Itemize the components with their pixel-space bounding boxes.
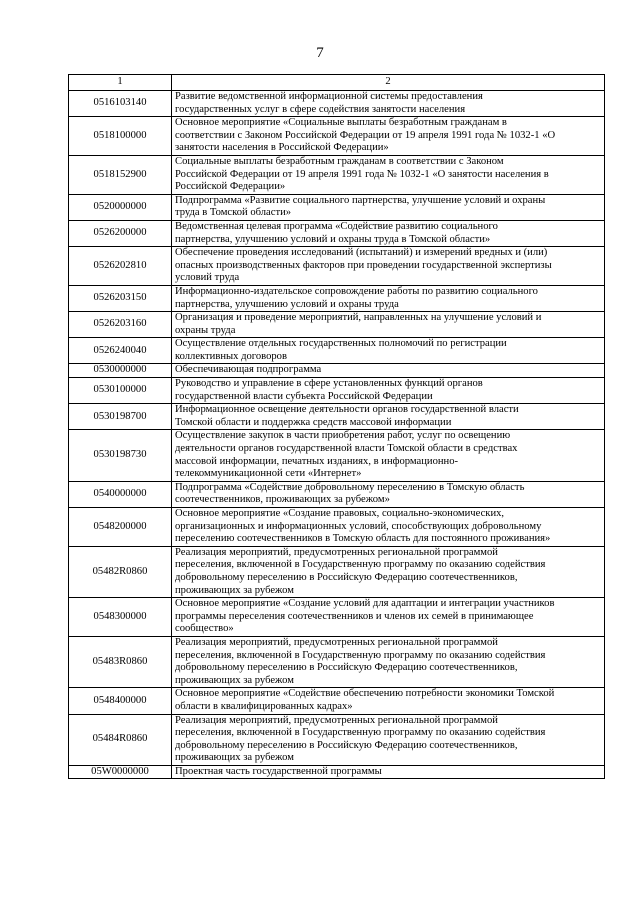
table-header-row [69,75,605,91]
item-name-line: переселения, включенной в Государственную программу по оказанию содействия [175,727,546,739]
budget-classification-table [68,74,605,779]
table-row [69,765,605,779]
table-row [69,117,605,156]
item-name-line: области в квалифицированных кадрах» [175,700,353,712]
item-name-line: Проектная часть государственной программы [175,765,382,777]
item-name-line: переселения, включенной в Государственную программу по оказанию содействия [175,649,546,661]
item-name-cell [172,91,605,117]
table-row [69,688,605,714]
item-name-line: Основное мероприятие «Содействие обеспечению потребности экономики Томской [175,688,555,700]
budget-code-cell: 0518152900 [69,155,172,194]
budget-code-cell: 0526203160 [69,312,172,338]
budget-code-cell: 05483R0860 [69,636,172,687]
item-name-line: Ведомственная целевая программа «Содействие развитию социального [175,220,498,232]
item-name-cell [172,378,605,404]
table-row [69,481,605,507]
item-name-line: Социальные выплаты безработным гражданам в соответствии с Законом [175,155,504,167]
table-row [69,91,605,117]
item-name-line: соотечественников, проживающих за рубежом» [175,494,390,506]
item-name-line: условий труда [175,272,240,284]
item-name-cell [172,312,605,338]
table-row [69,155,605,194]
item-name-line: Организация и проведение мероприятий, направленных на улучшение условий и [175,312,542,324]
item-name-line: массовой информации, печатных изданиях, в информационно- [175,455,459,467]
item-name-line: Осуществление закупок в части приобретения работ, услуг по освещению [175,430,511,442]
column-header-name: 2 [172,75,605,91]
table-row [69,378,605,404]
item-name-line: проживающих за рубежом [175,674,294,686]
item-name-line: коллективных договоров [175,350,287,362]
item-name-line: Подпрограмма «Развитие социального партнерства, улучшение условий и охраны [175,194,546,206]
item-name-cell [172,636,605,687]
budget-code-cell: 0526200000 [69,220,172,246]
budget-code-cell: 0530100000 [69,378,172,404]
item-name-line: Осуществление отдельных государственных полномочий по регистрации [175,338,507,350]
table-row [69,312,605,338]
item-name-line: государственной власти субъекта Российской Федерации [175,390,433,402]
budget-code-cell: 05482R0860 [69,546,172,597]
budget-code-cell: 0526202810 [69,247,172,286]
budget-code-cell: 0540000000 [69,481,172,507]
budget-code-cell: 0518100000 [69,117,172,156]
item-name-cell [172,220,605,246]
item-name-line: проживающих за рубежом [175,752,294,764]
item-name-line: труда в Томской области» [175,207,292,219]
item-name-line: охраны труда [175,324,236,336]
item-name-line: Информационное освещение деятельности органов государственной власти [175,404,519,416]
item-name-line: Российской Федерации» [175,181,286,193]
item-name-line: сообщество» [175,623,234,635]
budget-code-cell: 0530000000 [69,364,172,378]
item-name-line: Информационно-издательское сопровождение работы по развитию социального [175,285,538,297]
budget-code-cell: 0548300000 [69,598,172,637]
item-name-line: переселения, включенной в Государственную программу по оказанию содействия [175,559,546,571]
table-row [69,338,605,364]
item-name-line: Основное мероприятие «Социальные выплаты безработным гражданам в [175,117,507,129]
item-name-line: Развитие ведомственной информационной системы предоставления [175,91,483,102]
budget-code-cell: 0520000000 [69,194,172,220]
item-name-cell [172,598,605,637]
table-row [69,247,605,286]
item-name-cell [172,688,605,714]
item-name-line: партнерства, улучшению условий и охраны труда [175,298,399,310]
table-row [69,546,605,597]
item-name-line: проживающих за рубежом [175,584,294,596]
table-row [69,636,605,687]
page-number: 7 [316,45,324,61]
item-name-line: переселению соотечественников в Томскую область для постоянного проживания» [175,533,551,545]
item-name-line: программы переселения соотечественников и членов их семей в принимающее [175,610,534,622]
budget-code-cell: 05W0000000 [69,765,172,779]
table-row [69,194,605,220]
budget-code-cell: 0530198700 [69,404,172,430]
budget-code-cell: 05484R0860 [69,714,172,765]
item-name-cell [172,430,605,481]
table-row [69,714,605,765]
item-name-cell [172,481,605,507]
item-name-cell [172,117,605,156]
item-name-cell [172,155,605,194]
item-name-line: Обеспечивающая подпрограмма [175,364,322,376]
item-name-cell [172,508,605,547]
item-name-line: соответствии с Законом Российской Федерации от 19 апреля 1991 года № 1032-1 «О [175,129,556,141]
item-name-line: организационных и информационных условий, способствующих добровольному [175,520,542,532]
budget-code-cell: 0548400000 [69,688,172,714]
item-name-line: Реализация мероприятий, предусмотренных региональной программой [175,636,498,648]
item-name-line: добровольному переселению в Российскую Федерацию соотечественников, [175,571,518,583]
table-row [69,508,605,547]
column-header-code: 1 [69,75,172,91]
table-body [69,91,605,779]
item-name-line: Подпрограмма «Содействие добровольному переселению в Томскую область [175,481,525,493]
item-name-line: занятости населения в Российской Федерации» [175,142,389,154]
item-name-line: Реализация мероприятий, предусмотренных региональной программой [175,714,498,726]
item-name-cell [172,285,605,311]
item-name-cell [172,765,605,779]
item-name-cell [172,338,605,364]
item-name-cell [172,404,605,430]
item-name-line: Основное мероприятие «Создание правовых, социально-экономических, [175,508,505,519]
item-name-line: Обеспечение проведения исследований (испытаний) и измерений вредных и (или) [175,247,548,259]
item-name-line: Томской области и поддержка средств массовой информации [175,416,452,428]
item-name-cell [172,364,605,378]
budget-code-cell: 0516103140 [69,91,172,117]
item-name-line: государственных услуг в сфере содействия занятости населения [175,103,466,115]
budget-code-cell: 0530198730 [69,430,172,481]
table-row [69,430,605,481]
table-row [69,598,605,637]
budget-code-cell: 0548200000 [69,508,172,547]
item-name-line: добровольному переселению в Российскую Федерацию соотечественников, [175,662,518,674]
budget-code-cell: 0526240040 [69,338,172,364]
item-name-line: телекоммуникационной сети «Интернет» [175,468,362,480]
table-row [69,404,605,430]
item-name-line: Российской Федерации от 19 апреля 1991 года № 1032-1 «О занятости населения в [175,168,549,180]
item-name-line: Основное мероприятие «Создание условий для адаптации и интеграции участников [175,598,555,610]
item-name-line: опасных производственных факторов при проведении государственной экспертизы [175,259,552,271]
item-name-line: партнерства, улучшению условий и охраны труда в Томской области» [175,233,491,245]
table-row [69,285,605,311]
item-name-line: деятельности органов государственной власти Томской области в средствах [175,443,518,455]
item-name-cell [172,247,605,286]
item-name-line: Руководство и управление в сфере установленных функций органов [175,378,483,390]
table-row [69,220,605,246]
item-name-line: Реализация мероприятий, предусмотренных региональной программой [175,546,498,558]
item-name-cell [172,546,605,597]
item-name-cell [172,714,605,765]
budget-code-cell: 0526203150 [69,285,172,311]
item-name-line: добровольному переселению в Российскую Федерацию соотечественников, [175,739,518,751]
table-row [69,364,605,378]
item-name-cell [172,194,605,220]
